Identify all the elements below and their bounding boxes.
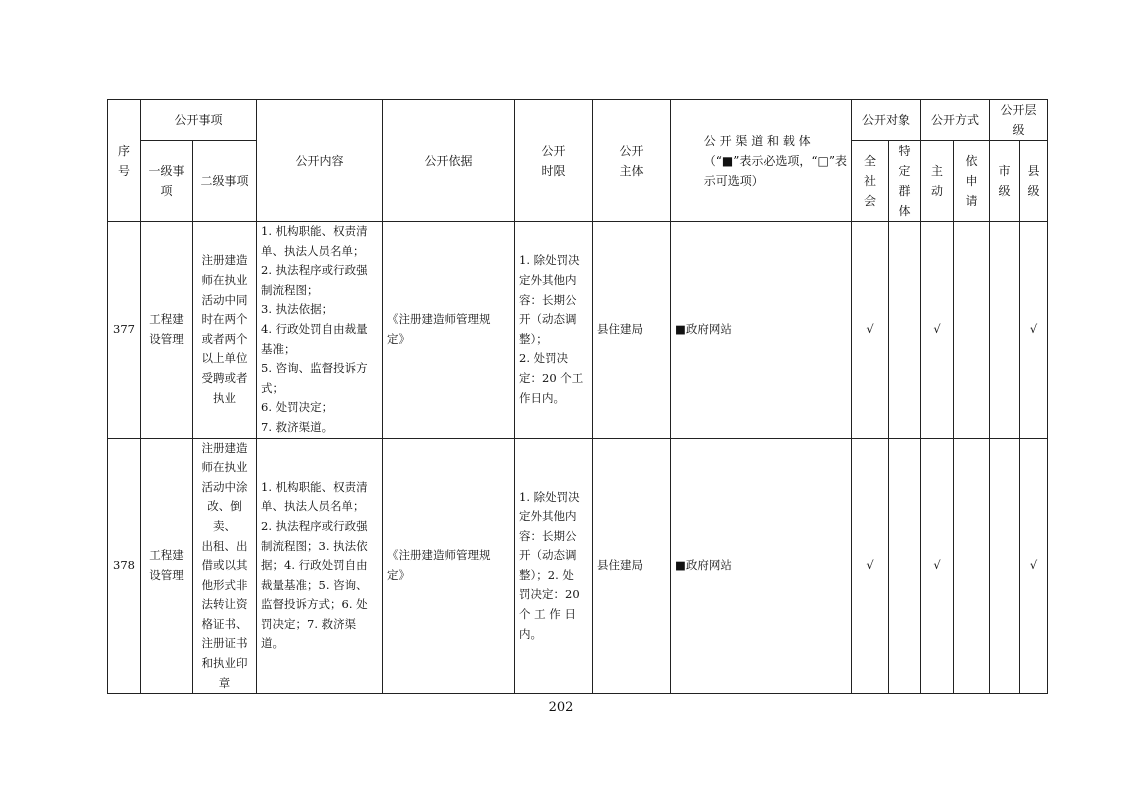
header-item-group: 公开事项 bbox=[141, 100, 257, 141]
header-level1: 一级事 项 bbox=[141, 141, 193, 222]
time-limit-cell: 1. 除处罚决 定外其他内 容：长期公 开（动态调 整）； 2. 处罚决 定：20 个工 作日内。 bbox=[515, 222, 593, 439]
header-mode-request: 依 申 请 bbox=[954, 141, 990, 222]
page-number: 202 bbox=[548, 700, 574, 715]
basis-cell: 《注册建造师管理规 定》 bbox=[383, 222, 515, 439]
header-content: 公开内容 bbox=[257, 100, 383, 222]
channel-cell: ■政府网站 bbox=[671, 438, 852, 694]
seq-cell: 378 bbox=[108, 438, 141, 694]
mode-active-cell: √ bbox=[921, 438, 954, 694]
header-row-1 bbox=[108, 100, 1048, 141]
header-level-county: 县 级 bbox=[1020, 141, 1048, 222]
channel-cell: ■政府网站 bbox=[671, 222, 852, 439]
time-limit-cell: 1. 除处罚决 定外其他内 容：长期公 开（动态调 整）；2. 处 罚决定：20 个 工 作 日 内。 bbox=[515, 438, 593, 694]
header-subject: 公开 主体 bbox=[593, 100, 671, 222]
header-level-group: 公开层 级 bbox=[990, 100, 1048, 141]
header-basis: 公开依据 bbox=[383, 100, 515, 222]
header-level2: 二级事项 bbox=[193, 141, 257, 222]
header-target-specific: 特 定 群 体 bbox=[889, 141, 921, 222]
seq-cell: 377 bbox=[108, 222, 141, 439]
subject-cell: 县住建局 bbox=[593, 438, 671, 694]
disclosure-table bbox=[107, 99, 1048, 694]
content-cell: 1. 机构职能、权责清 单、执法人员名单； 2. 执法程序或行政强 制流程图； 3. 执法依据； 4. 行政处罚自由裁量 基准； 5. 咨询、监督投诉方 式； 6. 处罚决定； 7. 救济渠道。 bbox=[257, 222, 383, 439]
content-cell: 1. 机构职能、权责清 单、执法人员名单； 2. 执法程序或行政强 制流程图；3. 执法依 据；4. 行政处罚自由 裁量基准；5. 咨询、 监督投诉方式；6. 处 罚决定；7. 救济渠道。 bbox=[257, 438, 383, 694]
header-mode-active: 主 动 bbox=[921, 141, 954, 222]
header-time-limit: 公开 时限 bbox=[515, 100, 593, 222]
level2-cell: 注册建造 师在执业 活动中同 时在两个 或者两个 以上单位 受聘或者 执业 bbox=[193, 222, 257, 439]
level-county-cell: √ bbox=[1020, 438, 1048, 694]
target-all-cell: √ bbox=[852, 222, 889, 439]
basis-cell: 《注册建造师管理规 定》 bbox=[383, 438, 515, 694]
mode-active-cell: √ bbox=[921, 222, 954, 439]
table-row bbox=[108, 222, 1048, 439]
level2-cell: 注册建造 师在执业 活动中涂 改、倒卖、 出租、出 借或以其 他形式非 法转让资 格证书、 注册证书 和执业印 章 bbox=[193, 438, 257, 694]
mode-request-cell bbox=[954, 438, 990, 694]
header-target-all: 全 社 会 bbox=[852, 141, 889, 222]
level-county-cell: √ bbox=[1020, 222, 1048, 439]
target-all-cell: √ bbox=[852, 438, 889, 694]
target-specific-cell bbox=[889, 222, 921, 439]
level-city-cell bbox=[990, 438, 1020, 694]
target-specific-cell bbox=[889, 438, 921, 694]
level-city-cell bbox=[990, 222, 1020, 439]
header-mode-group: 公开方式 bbox=[921, 100, 990, 141]
header-channel: 公 开 渠 道 和 载 体 （“■”表示必选项，“□”表 示可选项） bbox=[671, 100, 852, 222]
header-level-city: 市 级 bbox=[990, 141, 1020, 222]
header-target-group: 公开对象 bbox=[852, 100, 921, 141]
table-row bbox=[108, 438, 1048, 694]
subject-cell: 县住建局 bbox=[593, 222, 671, 439]
level1-cell: 工程建 设管理 bbox=[141, 438, 193, 694]
level1-cell: 工程建 设管理 bbox=[141, 222, 193, 439]
mode-request-cell bbox=[954, 222, 990, 439]
header-seq: 序 号 bbox=[108, 100, 141, 222]
